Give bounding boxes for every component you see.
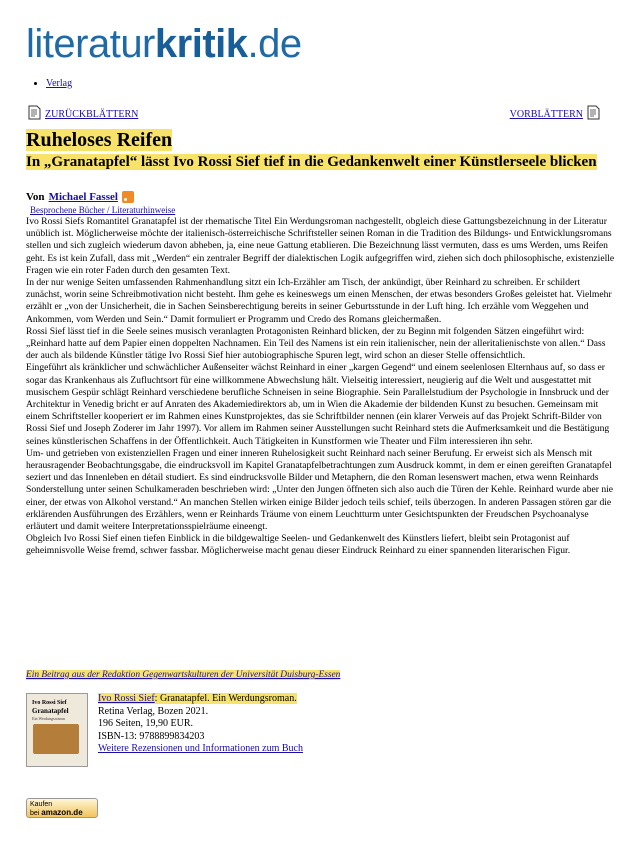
book-info — [26, 693, 303, 767]
menu-item-verlag — [46, 78, 72, 89]
book-pages-price: 196 Seiten, 19,90 EUR. — [98, 718, 193, 729]
category-link[interactable]: Besprochene Bücher / Literaturhinweise — [30, 205, 176, 215]
next-link[interactable]: VORBLÄTTERN — [509, 109, 583, 120]
article-paragraph: Ivo Rossi Siefs Romantitel Granatapfel ist der rhematische Titel Ein Werdungsroman nachgestellt, obgleich diese Gattungsbezeichnung in der Literatur unüblich ist. Möglicherweise möchte der italienisch-österreichische Schriftsteller seinen Roman in die Tradition des Bildungs- und Entwicklungsromans stellen und sich zugleich wiederum davon abheben, ja, eine neue Gattung etablieren. Die Bezeichnung lässt vermuten, dass es ums Werden, ums Reifen geht. Es ist kein Zufall, dass mit „Werden“ ein zentraler Begriff der dialektischen Logik aufgegriffen wird, ziehen sich doch philosophische, existenzielle Fragen wie ein roter Faden durch den gesamten Text. — [26, 216, 615, 276]
book-publisher: Retina Verlag, Bozen 2021. — [98, 705, 209, 717]
cover-illustration — [33, 724, 79, 754]
page-title — [26, 128, 172, 152]
prev-link[interactable]: ZURÜCKBLÄTTERN — [45, 109, 139, 120]
article-paragraph: In der nur wenige Seiten umfassenden Rahmenhandlung sitzt ein Ich-Erzähler am Tisch, der ankündigt, über Reinhard zu schreiben. Er schildert zunächst, worin seine Schreibmotivation nicht besteht. Ihm gehe es keineswegs um einen Menschen, der etwas besonders Großes geleistet hat. Vielmehr erzählt er „von der Unsicherheit, die in Sachen Seinsberechtigung bereits in seiner Geburtsstunde in der Luft hing. Ich erzähle vom Weggehen und Ankommen, vom Werden und Sein.“ Damit formuliert er Programm und Credo des Romans gleichermaßen. — [26, 277, 612, 325]
page-subtitle — [26, 153, 616, 171]
next-page[interactable] — [510, 105, 600, 120]
site-logo[interactable] — [26, 20, 302, 68]
page-forward-icon — [587, 105, 600, 120]
article-paragraph: Rossi Sief lässt tief in die Seele seines musisch veranlagten Protagonisten Reinhard blicken, der zu Beginn mit folgenden Sätzen eingeführt wird: „Reinhard hatte auf dem Papier einen doppelten Nachnamen. Ein Teil des Namens ist ein rein italienischer, nein der alleritalienischste von allen.“ Dass der auch als bildende Künstler tätige Ivo Rossi Sief hier autobiographische Spuren legt, wird schon an dieser Stelle offensichtlich. — [26, 325, 606, 362]
book-title: : Granatapfel. Ein Werdungsroman. — [154, 693, 297, 704]
logo-text-tld: .de — [247, 22, 302, 66]
category-breadcrumb — [30, 205, 175, 215]
article-paragraph: Eingeführt als kränklicher und schwächlicher Außenseiter wächst Reinhard in einer „kargen Gegend“ und einem seelenlosen Elternhaus auf, so dass er sogar das Krankenhaus als Zufluchtsort für eine willkommene Abwechslung hält. Vielseitig interessiert, neugierig auf die Welt und ausgestattet mit musischem Gespür schlägt Reinhard verschiedene berufliche Schneisen in seine Biographie. Sein Parallelstudium der Psychologie in Innsbruck und der Architektur in Venedig bricht er auf Anraten des Akademiedirektors ab, um in Wien die Akademie der bildenden Kunst zu besuchen. Gemeinsam mit einem Schriftsteller kooperiert er im Rahmen eines Kunstprojektes, das sie Schriftbilder nennen (ein klarer Verweis auf das Projekt Schrift-Bilder von Rossi Sief und Joseph Zoderer im Jahr 1997). Vor allem im Rahmen seiner Ausstellungen sucht Reinhard stets die Aufmerksamkeit und die Bestätigung seines künstlerischen Schaffens in der Öffentlichkeit. Auch Tätigkeiten in Kunstformen wie Theater und Film interessieren ihn sehr. — [26, 362, 610, 447]
author-link[interactable]: Michael Fassel — [48, 191, 118, 203]
article-paragraph: Obgleich Ivo Rossi Sief einen tiefen Einblick in die bildgewaltige Seelen- und Gedankenwelt des Künstlers liefert, bleibt sein Protagonist auf geheimnisvolle Weise fremd, schwer fassbar. Möglicherweise macht genau dieser Eindruck Reinhard zu einer spannenden literarischen Figur. — [26, 533, 571, 557]
subtitle-text: In „Granatapfel“ lässt Ivo Rossi Sief tief in die Gedankenwelt einer Künstlerseele blicken — [26, 154, 597, 170]
cover-subtitle: Ein Werdungsroman — [32, 716, 65, 721]
book-details — [98, 693, 303, 767]
byline — [26, 191, 134, 203]
logo-text-light: literatur — [26, 22, 155, 66]
article-body — [26, 216, 616, 558]
title-text: Ruheloses Reifen — [26, 129, 173, 151]
credit-link[interactable]: Ein Beitrag aus der Redaktion Gegenwartskulturen der Universität Duisburg-Essen — [26, 670, 341, 680]
verlag-link[interactable]: Verlag — [46, 78, 73, 89]
book-isbn: ISBN-13: 9788899834203 — [98, 730, 205, 742]
rss-icon[interactable] — [122, 191, 134, 203]
editorial-credit — [26, 670, 340, 680]
amazon-line1: Kaufen — [30, 801, 53, 808]
byline-prefix: Von — [26, 191, 45, 203]
cover-author: Ivo Rossi Sief — [32, 700, 67, 706]
amazon-brand: amazon.de — [41, 808, 83, 817]
article-paragraph: Um- und getrieben von existenziellen Fragen und einer inneren Ruhelosigkeit sucht Reinhard nach seiner Berufung. Er erweist sich als Mensch mit herausragender Beobachtungsgabe, die eindrucksvoll im Kapitel Granatapfelbetrachtungen zum Ausdruck kommt, in dem er einen gereiften Granatapfel seziert und das Innenleben en détail studiert. Es sind eindrucksvolle Bilder und Metaphern, die den Roman lesenswert machen, etwa wenn Reinhards Sonderstellung unter seinen Schulkameraden beschrieben wird: „Unter den Jungen öffneten sich also auch die Türen der Kehle. Reinhard wurde aber nie einer, der etwas von Alkohol verstand.“ An manchen Stellen wirken einige Bilder jedoch teils schief, teils überzogen. In anderen Passagen stören gar die erklärenden Ausführungen des Erzählers, wenn er Reinhards Träume von einem Leuchtturm unter Gesichtspunkten der Freudschen Psychoanalyse erläutert und damit weitere Interpretationsspielräume eineengt. — [26, 447, 614, 533]
book-author-link[interactable]: Ivo Rossi Sief — [98, 693, 155, 704]
logo-text-bold: kritik — [154, 22, 248, 66]
buy-amazon-button[interactable] — [26, 798, 98, 818]
page-navigation — [28, 105, 600, 125]
cover-title: Granatapfel — [32, 707, 69, 715]
more-reviews-link[interactable]: Weitere Rezensionen und Informationen zum Buch — [98, 743, 303, 754]
amazon-line2: bei — [30, 810, 40, 817]
page-back-icon — [28, 105, 41, 120]
book-cover[interactable] — [26, 693, 88, 767]
prev-page[interactable] — [28, 105, 138, 120]
book-title-line — [98, 693, 303, 706]
top-menu — [28, 78, 72, 89]
